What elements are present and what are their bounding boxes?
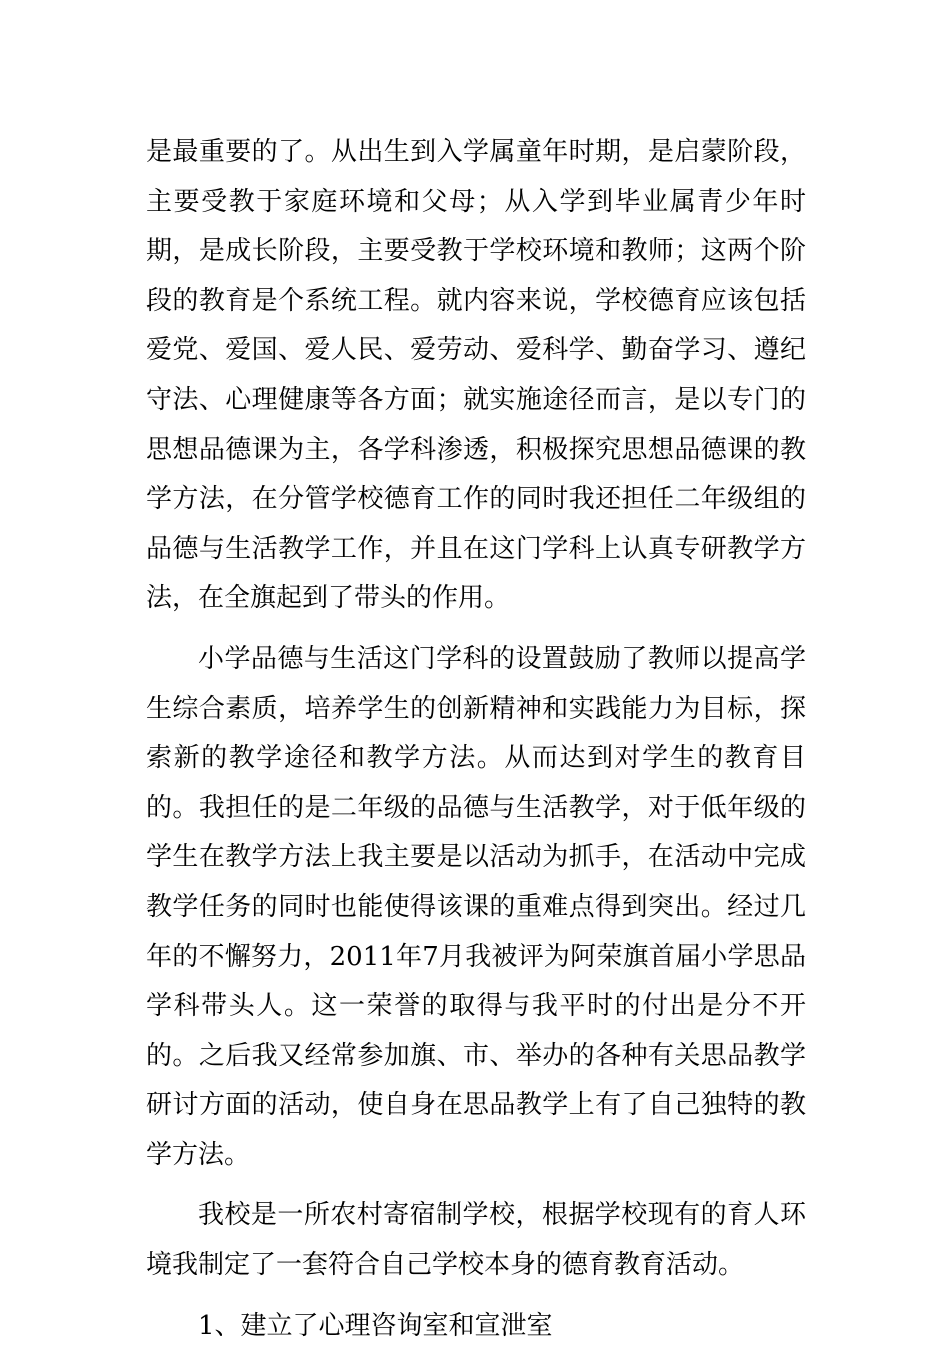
list-item-heading: 1、建立了心理咨询室和宣泄室 [198,1310,553,1341]
document-body [146,128,806,1351]
paragraph-subject-intro: 小学品德与生活这门学科的设置鼓励了教师以提高学生综合素质，培养学生的创新精神和实践能力为目标，探索新的教学途径和教学方法。从而达到对学生的教育目的。我担任的是二年级的品德与生活教学，对于低年级的学生在教学方法上我主要是以活动为抓手，在活动中完成教学任务的同时也能使得该课的重难点得到突出。经过几年的不懈努力，2011年7月我被评为阿荣旗首届小学思品学科带头人。这一荣誉的取得与我平时的付出是分不开的。之后我又经常参加旗、市、举办的各种有关思品教学研讨方面的活动，使自身在思品教学上有了自己独特的教学方法。 [146,643,806,1170]
paragraph-school-activities: 我校是一所农村寄宿制学校，根据学校现有的育人环境我制定了一套符合自己学校本身的德育教育活动。 [146,1200,806,1281]
paragraph-continuation: 是最重要的了。从出生到入学属童年时期，是启蒙阶段，主要受教于家庭环境和父母；从入学到毕业属青少年时期，是成长阶段，主要受教于学校环境和教师；这两个阶段的教育是个系统工程。就内容来说，学校德育应该包括爱党、爱国、爱人民、爱劳动、爱科学、勤奋学习、遵纪守法、心理健康等各方面；就实施途径而言，是以专门的思想品德课为主，各学科渗透，积极探究思想品德课的教学方法，在分管学校德育工作的同时我还担任二年级组的品德与生活教学工作，并且在这门学科上认真专研教学方法，在全旗起到了带头的作用。 [146,137,806,614]
